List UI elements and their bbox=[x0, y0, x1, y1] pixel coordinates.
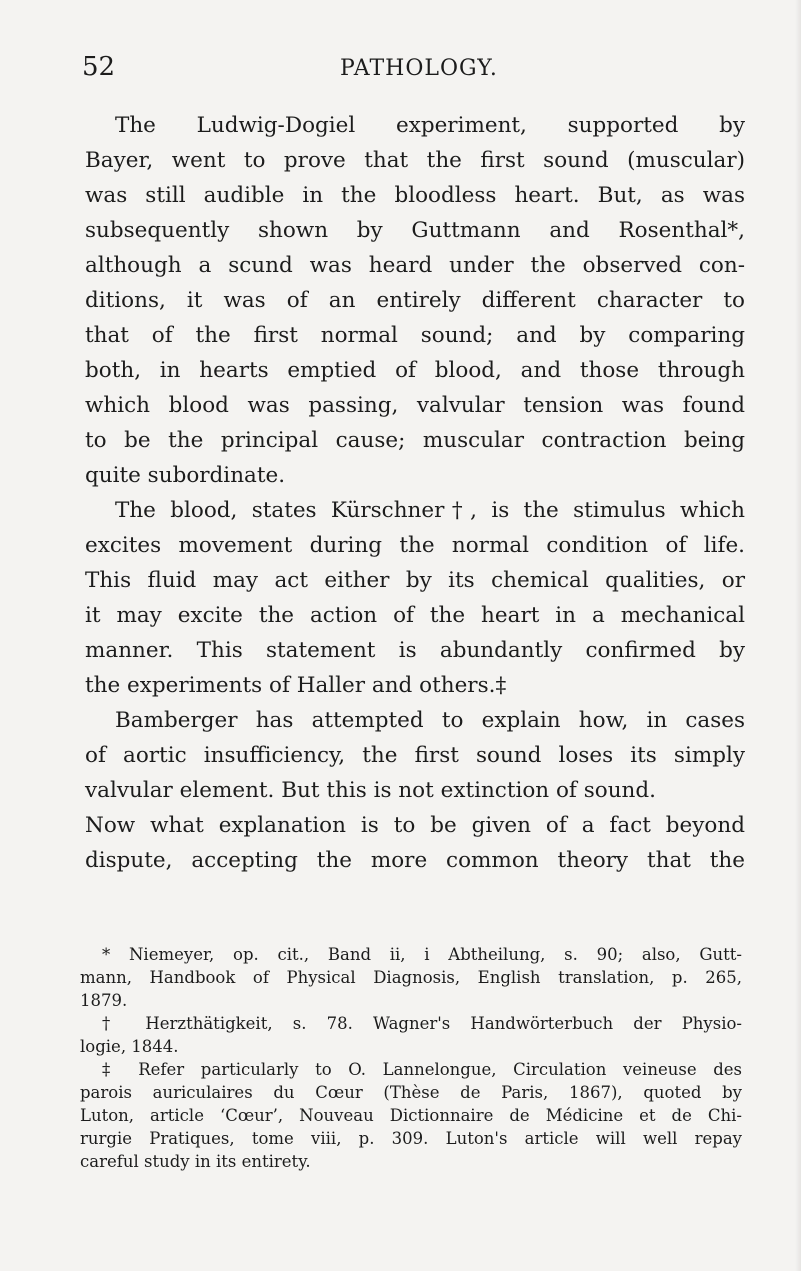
footnote-line: * Niemeyer, op. cit., Band ii, i Abtheilung, s. 90; also, Gutt- bbox=[102, 945, 742, 964]
page-header bbox=[82, 52, 742, 92]
body-text bbox=[85, 108, 745, 878]
body-line: both, in hearts emptied of blood, and those through bbox=[85, 358, 745, 383]
footnote-line: Luton, article ‘Cœur’, Nouveau Dictionnaire de Médicine et de Chi- bbox=[80, 1106, 742, 1125]
body-line: valvular element. But this is not extinction of sound. bbox=[85, 778, 656, 803]
footnotes bbox=[80, 943, 742, 1173]
body-line: to be the principal cause; muscular contraction being bbox=[85, 428, 745, 453]
body-line: ditions, it was of an entirely different character to bbox=[85, 288, 745, 313]
body-line: dispute, accepting the more common theory that the bbox=[85, 848, 745, 873]
footnote-line: rurgie Pratiques, tome viii, p. 309. Luton's article will well repay bbox=[80, 1129, 742, 1148]
footnote-line: logie, 1844. bbox=[80, 1037, 179, 1056]
body-line: manner. This statement is abundantly confirmed by bbox=[85, 638, 745, 663]
body-line: of aortic insufficiency, the first sound loses its simply bbox=[85, 743, 745, 768]
body-line: Bayer, went to prove that the first sound (muscular) bbox=[85, 148, 745, 173]
body-line: excites movement during the normal condition of life. bbox=[85, 533, 745, 558]
footnote-line: † Herzthätigkeit, s. 78. Wagner's Handwörterbuch der Physio- bbox=[102, 1014, 742, 1033]
body-line: was still audible in the bloodless heart. But, as was bbox=[85, 183, 745, 208]
page-number: 52 bbox=[82, 52, 116, 82]
body-line: subsequently shown by Guttmann and Rosenthal*, bbox=[85, 218, 745, 243]
body-line: The blood, states Kürschner†, is the stimulus which bbox=[115, 498, 745, 523]
footnote-line: careful study in its entirety. bbox=[80, 1152, 311, 1171]
footnote-line: ‡ Refer particularly to O. Lannelongue, Circulation veineuse des bbox=[102, 1060, 742, 1079]
footnote-line: mann, Handbook of Physical Diagnosis, English translation, p. 265, bbox=[80, 968, 742, 987]
body-line: that of the first normal sound; and by comparing bbox=[85, 323, 745, 348]
body-line: the experiments of Haller and others.‡ bbox=[85, 673, 507, 698]
footnote-line: parois auriculaires du Cœur (Thèse de Paris, 1867), quoted by bbox=[80, 1083, 742, 1102]
body-line: This fluid may act either by its chemical qualities, or bbox=[85, 568, 745, 593]
footnote-line: 1879. bbox=[80, 991, 128, 1010]
body-line: although a scund was heard under the observed con- bbox=[85, 253, 745, 278]
body-line: quite subordinate. bbox=[85, 463, 286, 488]
body-line: Now what explanation is to be given of a fact beyond bbox=[85, 813, 745, 838]
running-head: PATHOLOGY. bbox=[340, 56, 498, 81]
body-line: which blood was passing, valvular tension was found bbox=[85, 393, 745, 418]
body-line: it may excite the action of the heart in a mechanical bbox=[85, 603, 745, 628]
body-line: Bamberger has attempted to explain how, in cases bbox=[115, 708, 745, 733]
body-line: The Ludwig-Dogiel experiment, supported by bbox=[115, 113, 745, 138]
page-edge-shadow bbox=[795, 0, 801, 1271]
